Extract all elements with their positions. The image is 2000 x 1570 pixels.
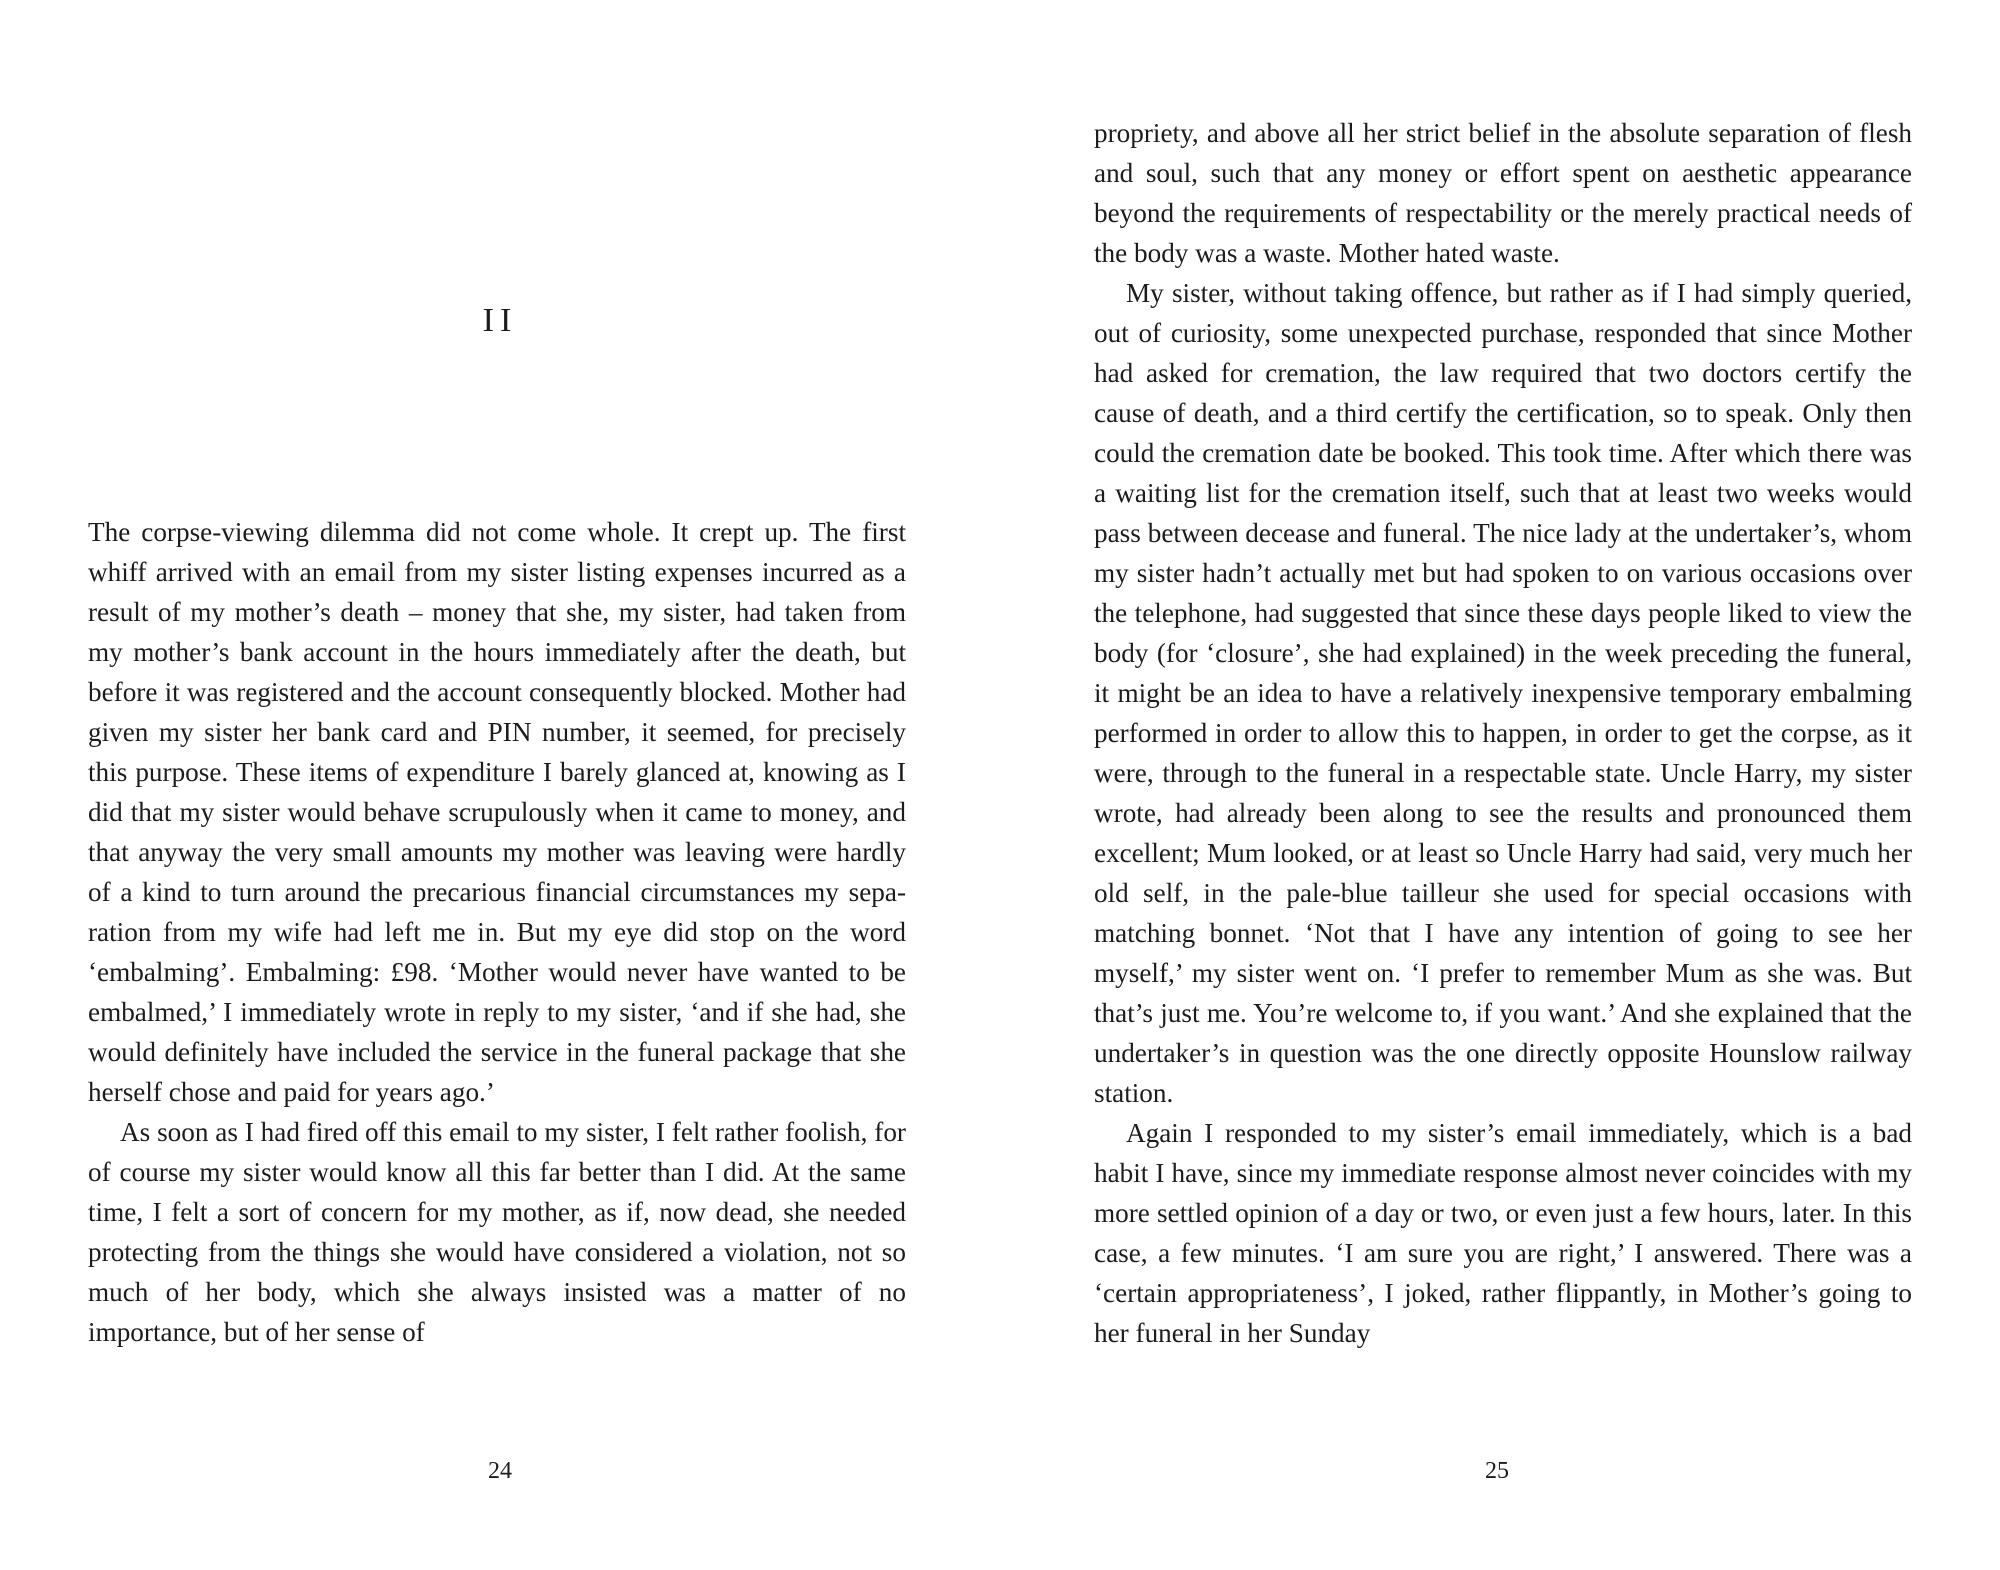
right-page (1000, 0, 2000, 1570)
right-page-number: 25 (1485, 1458, 1509, 1484)
right-paragraph-1: propriety, and above all her strict belief in the absolute separation of flesh and soul, such that any money or effort spent on aesthetic appearance beyond the requirements of respectability or the merely practical needs of the body was a waste. Mother hated waste. (1094, 118, 1912, 268)
right-page-body (1094, 113, 1912, 1353)
left-page-number: 24 (488, 1458, 512, 1484)
right-paragraph-3: Again I responded to my sister’s email immediately, which is a bad habit I have, since my immediate response almost never coincides with my more settled opinion of a day or two, or even just a few hours, later. In this case, a few minutes. ‘I am sure you are right,’ I answered. There was a ‘certain appropriateness’, I joked, rather flippantly, in Mother’s going to her funeral in her Sunday (1094, 1118, 1912, 1348)
right-paragraph-2: My sister, without taking offence, but rather as if I had simply queried, out of curiosity, some unexpected purchase, responded that since Mother had asked for cremation, the law required that two doctors certify the cause of death, and a third certify the certification, so to speak. Only then could the cremation date be booked. This took time. After which there was a waiting list for the cremation itself, such that at least two weeks would pass between decease and funeral. The nice lady at the undertaker’s, whom my sister hadn’t actually met but had spoken to on various occasions over the telephone, had suggested that since these days people liked to view the body (for ‘closure’, she had explained) in the week preceding the funeral, it might be an idea to have a relatively inexpensive temporary embalming performed in order to allow this to happen, in order to get the corpse, as it were, through to the funeral in a respectable state. Uncle Harry, my sister wrote, had already been along to see the results and pronounced them excellent; Mum looked, or at least so Uncle Harry had said, very much her old self, in the pale-blue tailleur she used for special occasions with matching bonnet. ‘Not that I have any intention of going to see her myself,’ my sister went on. ‘I prefer to remember Mum as she was. But that’s just me. You’re welcome to, if you want.’ And she explained that the undertaker’s in question was the one directly opposite Hounslow railway station. (1094, 278, 1912, 1108)
left-paragraph-1: The corpse-viewing dilemma did not come whole. It crept up. The first whiff arrived with an email from my sister listing expenses incurred as a result of my mother’s death – money that she, my sister, had taken from my mother’s bank account in the hours immediately after the death, but before it was registered and the account consequently blocked. Mother had given my sister her bank card and PIN number, it seemed, for precisely this purpose. These items of expenditure I barely glanced at, knowing as I did that my sister would behave scrupulously when it came to money, and that anyway the very small amounts my mother was leaving were hardly of a kind to turn around the precarious financial circumstances my separation from my wife had left me in. But my eye did stop on the word ‘embalming’. Embalming: £98. ‘Mother would never have wanted to be embalmed,’ I immediately wrote in reply to my sister, ‘and if she had, she would definitely have included the service in the funeral package that she herself chose and paid for years ago.’ (88, 517, 906, 1107)
chapter-number: II (482, 302, 518, 339)
left-page-body (88, 512, 906, 1352)
left-paragraph-2: As soon as I had fired off this email to my sister, I felt rather foolish, for of course my sister would know all this far better than I did. At the same time, I felt a sort of concern for my mother, as if, now dead, she needed protecting from the things she would have considered a violation, not so much of her body, which she always insisted was a matter of no importance, but of her sense of (88, 1117, 906, 1347)
